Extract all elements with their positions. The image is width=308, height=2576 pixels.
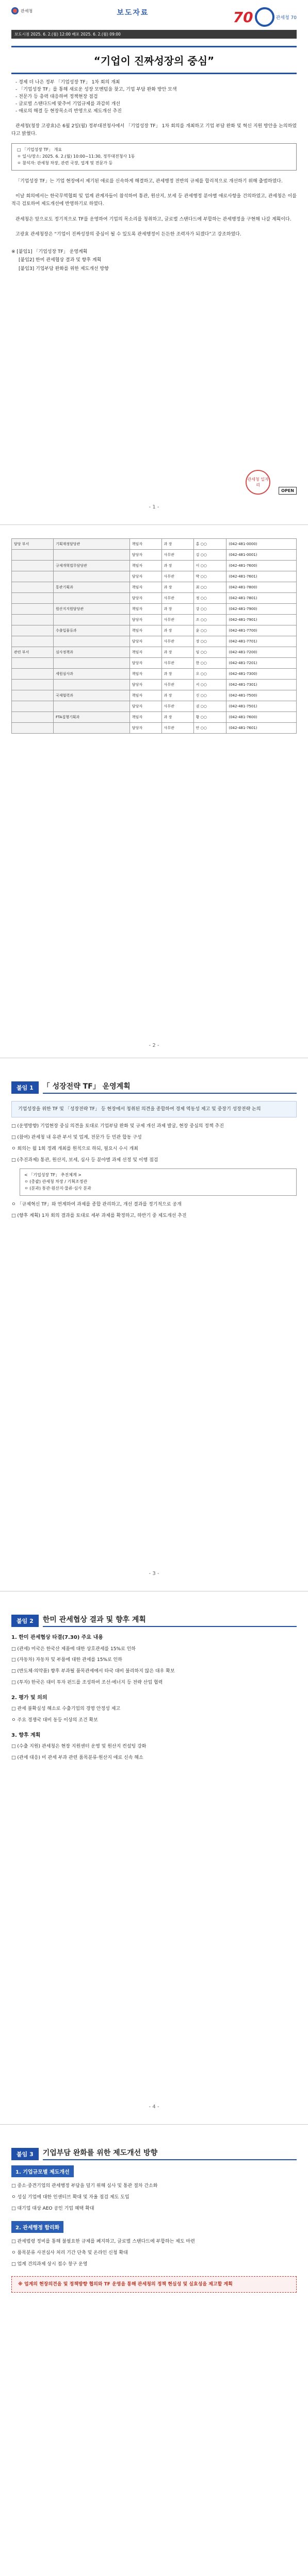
table-cell: 권 ○○ [193,701,226,712]
table-cell: 과 장 [161,690,193,701]
table-cell [53,701,129,712]
table-cell: 사무관 [161,571,193,582]
agency-name: 관세청 [21,8,33,13]
table-cell: 장 ○○ [193,636,226,647]
body-paragraph: 관세청은 앞으로도 정기적으로 TF를 운영하여 기업의 목소리를 청취하고, 글로벌 스탠다드에 부합하는 관세행정을 구현해 나갈 계획이다. [15,216,291,222]
table-row [12,723,297,734]
table-cell [12,625,54,636]
page-divider [0,2124,308,2125]
open-logo: OPEN [279,487,297,495]
annex1-note: 기업성장을 위한 TF 및 「성장전략 TF」 등 현장에서 청취된 의견을 종합하여 경제 역동성 제고 및 중장기 성장전략 논의 [11,1101,297,1117]
table-row [12,615,297,625]
annex1-closing: ㅇ 「규제혁신 TF」와 연계하여 과제를 종합 관리하고, 개선 결과를 정기적으로 공개 □ (향후 계획) 1차 회의 결과를 토대로 세부 과제를 확정하고, 하반기 중 제도개선 추진 [11,1201,187,1218]
table-cell: 사무관 [161,723,193,734]
release-bar: 보도시점 2025. 6. 2.(월) 12:00 배포 2025. 6. 2.(월) 09:00 [11,30,297,39]
table-cell: 황 ○○ [193,712,226,723]
summary-bullets: - 경제 더 나은 정부 「기업성장 TF」 1차 회의 개최 - 「기업성장 TF」를 통해 새로운 성장 모멘텀을 찾고, 기업 부담 완화 방안 모색 - 전문가 등 총력 대응하며 정책현장 점검 - 글로벌 스탠다드에 맞추어 기업규제를 과감히 개선 - 애로의 해결 등 현장목소리 반영으로 제도개선 추진 [15,80,177,114]
annex2-tag: 붙임 2 [11,1615,39,1627]
table-cell: (042-481-0000) [226,539,297,550]
annex2-title: 한미 관세협상 결과 및 향후 계획 [43,1614,297,1627]
table-cell: 서 ○○ [193,680,226,690]
table-cell [12,658,54,669]
table-cell [12,561,54,571]
table-cell: FTA집행기획과 [53,712,129,723]
table-cell: 담당자 [129,615,161,625]
annex3-title: 기업부담 완화를 위한 제도개선 방향 [43,2147,297,2160]
table-cell: 최 ○○ [193,582,226,593]
table-row [12,669,297,680]
table-cell [12,615,54,625]
table-cell: 과 장 [161,539,193,550]
table-cell: 책임자 [129,625,161,636]
table-cell: 윤 ○○ [193,625,226,636]
table-cell: 과 장 [161,625,193,636]
table-cell: 정 ○○ [193,593,226,604]
table-cell [12,593,54,604]
table-cell [12,701,54,712]
table-row [12,680,297,690]
table-cell: 담당자 [129,658,161,669]
agency-logo [11,7,33,14]
table-cell [53,723,129,734]
table-cell: 조 ○○ [193,615,226,625]
table-cell: 이 ○○ [193,561,226,571]
table-row [12,604,297,615]
table-cell: (042-481-0001) [226,550,297,561]
table-row [12,636,297,647]
annex3-bottom-note: ※ 업계의 현장의견을 및 정책방향 협의와 TF 운영을 통해 관세청의 정책 현실성 및 실효성을 제고할 계획 [11,2276,297,2293]
table-cell: 신 ○○ [193,690,226,701]
table-cell: (042-481-7800) [226,582,297,593]
table-cell: 세원심사과 [53,669,129,680]
body-paragraph: 고광효 관세청장은 “기업이 진짜성장의 중심이 될 수 있도록 관세행정이 든든한 조력자가 되겠다”고 강조하였다. [15,231,241,237]
page-divider [0,524,308,525]
table-cell: 담당자 [129,571,161,582]
annex3-box1: 1. 기업규모별 제도개선 [11,2165,74,2177]
attachments-list: ※ [붙임1] 「기업성장 TF」 운영계획 [붙임2] 한미 관세협상 결과 및 향후 계획 [붙임3] 기업부담 완화를 위한 제도개선 방향 [11,249,109,272]
anniversary-logo: 70 관세청 70 [233,7,297,27]
table-row [12,690,297,701]
body-paragraph: 이날 회의에서는 한국무역협회 및 업계 관계자들이 참석하여 통관, 원산지, 보세 등 관세행정 분야별 애로사항을 건의하였고, 관세청은 이를 적극 검토하여 제도개선에 반영하기로 하였다. [11,193,297,207]
table-cell: 과 장 [161,604,193,615]
page-1 [11,0,297,515]
press-header [11,0,297,27]
table-cell: 책임자 [129,582,161,593]
table-cell: 과 장 [161,561,193,571]
table-cell: 사무관 [161,701,193,712]
table-cell: 담당자 [129,550,161,561]
table-cell: 박 ○○ [193,571,226,582]
table-cell: (042-481-7601) [226,723,297,734]
table-cell [53,658,129,669]
page-number: - 1 - [149,504,159,510]
table-cell: 홍 ○○ [193,539,226,550]
table-cell: 사무관 [161,658,193,669]
table-cell: 사무관 [161,593,193,604]
overview-box: □ 「기업성장 TF」 개요 ㅇ 일시/장소: 2025. 6. 2.(월) 10:00~11:30, 정부대전청사 1동 ㅇ 참석자: 관세청 차장, 관련 국장, 업계 및 전문가 등 [11,143,297,170]
table-cell [12,550,54,561]
table-cell: 강 ○○ [193,604,226,615]
table-cell: 안 ○○ [193,723,226,734]
table-cell: 과 장 [161,582,193,593]
table-cell: (042-481-7200) [226,647,297,658]
table-cell: (042-481-7900) [226,604,297,615]
table-cell [12,669,54,680]
agency-emblem-icon [11,7,19,14]
table-row [12,582,297,593]
table-cell: (042-481-7600) [226,712,297,723]
table-cell: 책임자 [129,690,161,701]
table-cell: (042-481-7300) [226,669,297,680]
annex3-header [11,2147,297,2160]
table-cell: (042-481-7700) [226,625,297,636]
table-cell: 오 ○○ [193,669,226,680]
table-cell: 한 ○○ [193,658,226,669]
table-cell: 담당자 [129,723,161,734]
annex1-tag: 붙임 1 [11,1081,39,1094]
page-2 [11,533,297,1054]
annex1-title: 「 성장전략 TF」 운영계획 [43,1081,297,1094]
table-row [12,561,297,571]
table-cell [53,636,129,647]
annex1-inset: < 「기업성장 TF」 추진체계 > ㅇ (총괄) 관세청 차장 / 기획조정관 ㅇ (분과) 통관·원산지·물류·심사 분과 [20,1168,297,1195]
table-cell: 수출입물류과 [53,625,129,636]
annex3-body1: □ 중소·중견기업의 관세행정 부담을 덜기 위해 심사 및 통관 절차 간소화 ㅇ 성실 기업에 대한 인센티브 확대 및 자율 점검 제도 도입 □ 대기업 대상 AEO 공인 기업 혜택 확대 [11,2183,158,2211]
table-row [12,701,297,712]
annex1-header [11,1081,297,1094]
table-cell: 책임자 [129,647,161,658]
page-5 [11,2133,297,2576]
press-title: “기업이 진짜성장의 중심” [11,46,297,74]
table-cell: 사무관 [161,550,193,561]
table-cell: (042-481-7501) [226,701,297,712]
table-cell: 과 장 [161,647,193,658]
table-cell [53,593,129,604]
table-cell: 임 ○○ [193,647,226,658]
annex3-tag: 붙임 3 [11,2148,39,2160]
table-cell: 책임자 [129,669,161,680]
table-cell [12,680,54,690]
table-cell: 과 장 [161,669,193,680]
table-cell [12,690,54,701]
table-cell [53,571,129,582]
table-row [12,593,297,604]
table-row [12,550,297,561]
table-cell: 관련 부서 [12,647,54,658]
table-cell: (042-481-7201) [226,658,297,669]
table-cell: 통관기획과 [53,582,129,593]
table-row [12,625,297,636]
table-cell: 심사정책과 [53,647,129,658]
table-cell: (042-481-7600) [226,561,297,571]
table-cell: 책임자 [129,539,161,550]
table-cell: 국제협력과 [53,690,129,701]
table-row [12,658,297,669]
contacts-table [11,538,297,734]
footer-logos [246,470,297,495]
table-row [12,712,297,723]
table-cell: (042-481-7801) [226,593,297,604]
table-cell: 책임자 [129,712,161,723]
annex2-body: 1. 한미 관세협상 타결(7.30) 주요 내용 □ (관세) 미국은 한국산 제품에 대한 상호관세를 15%로 인하 □ (자동차) 자동차 및 부품에 대한 관세를 15%로 인하 □ (반도체·의약품) 향후 부과될 품목관세에서 타국 대비 불리하지 않은 대우 확보 □ (투자) 한국은 대미 투자 펀드를 조성하여 조선·에너지 등 전략 산업 협력 2. 평가 및 의의 □ 관세 불확실성 해소로 수출기업의 경영 안정성 제고 ㅇ 주요 경쟁국 대비 동등 이상의 조건 확보 3. 향후 계획 □ (수출 지원) 관세청은 현장 지원센터 운영 및 원산지 컨설팅 강화 □ (관세 대응) 미 관세 부과 관련 품목분류·원산지 애로 신속 해소 [11,1635,175,1760]
table-cell: 담당자 [129,701,161,712]
page-number: - 2 - [149,1043,159,1048]
table-cell: 원산지지원담당관 [53,604,129,615]
table-cell [12,582,54,593]
table-cell: 사무관 [161,636,193,647]
body-paragraph: 「기업성장 TF」는 기업 현장에서 제기된 애로를 신속하게 해결하고, 관세행정 전반의 규제를 합리적으로 개선하기 위해 출범하였다. [15,178,283,184]
doc-type: 보도자료 [117,9,149,17]
page-3 [11,1066,297,1582]
page-number: - 3 - [149,1571,159,1577]
annex3-body2: □ 관세법령 정비를 통해 불필요한 규제를 폐지하고, 글로벌 스탠다드에 부합하는 제도 마련 ㅇ 품목분류 사전심사 처리 기간 단축 및 온라인 신청 확대 □ 업계 건의과제 상시 접수 창구 운영 [11,2239,195,2267]
table-cell: 책임자 [129,604,161,615]
table-cell: (042-481-7301) [226,680,297,690]
table-cell [53,615,129,625]
table-cell: (042-481-7500) [226,690,297,701]
table-cell: 사무관 [161,680,193,690]
table-cell [53,680,129,690]
table-cell: 규제개혁법무담당관 [53,561,129,571]
table-cell [12,571,54,582]
annex2-header [11,1614,297,1627]
table-cell [12,723,54,734]
table-cell: (042-481-7901) [226,615,297,625]
table-row [12,539,297,550]
table-cell: (042-481-7701) [226,636,297,647]
table-cell [53,550,129,561]
table-cell: 김 ○○ [193,550,226,561]
table-cell: 과 장 [161,712,193,723]
table-cell: 책임자 [129,561,161,571]
table-row [12,647,297,658]
page-number: - 4 - [149,2104,159,2110]
annex3-box2: 2. 관세행정 합리화 [11,2221,63,2233]
table-cell: 담당 부서 [12,539,54,550]
table-cell: 기획재정담당관 [53,539,129,550]
table-cell [12,604,54,615]
table-cell: 담당자 [129,593,161,604]
table-cell: 사무관 [161,615,193,625]
stamp-logo: 관세청 일자리 [246,470,270,495]
table-cell [12,636,54,647]
intro-paragraph: 관세청(청장 고광효)은 6월 2일(월) 정부대전청사에서 「기업성장 TF」 1차 회의를 개최하고 기업 부담 완화 및 혁신 지원 방안을 논의하였다고 밝혔다. [11,123,297,137]
annex1-body: □ (운영방향) 기업현장 중심 의견을 토대로 기업부담 완화 및 규제 개선 과제 발굴, 현장 중심의 정책 추진 □ (참여) 관세청 내 유관 부서 및 업계, 전문가 등 민관 합동 구성 ㅇ 회의는 월 1회 정례 개최를 원칙으로 하되, 필요시 수시 개최 □ (추진과제) 통관, 원산지, 보세, 심사 등 분야별 과제 선정 및 이행 점검 [11,1124,224,1163]
table-cell: (042-481-7601) [226,571,297,582]
table-row [12,571,297,582]
table-cell [12,712,54,723]
page-4 [11,1600,297,2115]
table-cell: 담당자 [129,680,161,690]
table-cell: 담당자 [129,636,161,647]
